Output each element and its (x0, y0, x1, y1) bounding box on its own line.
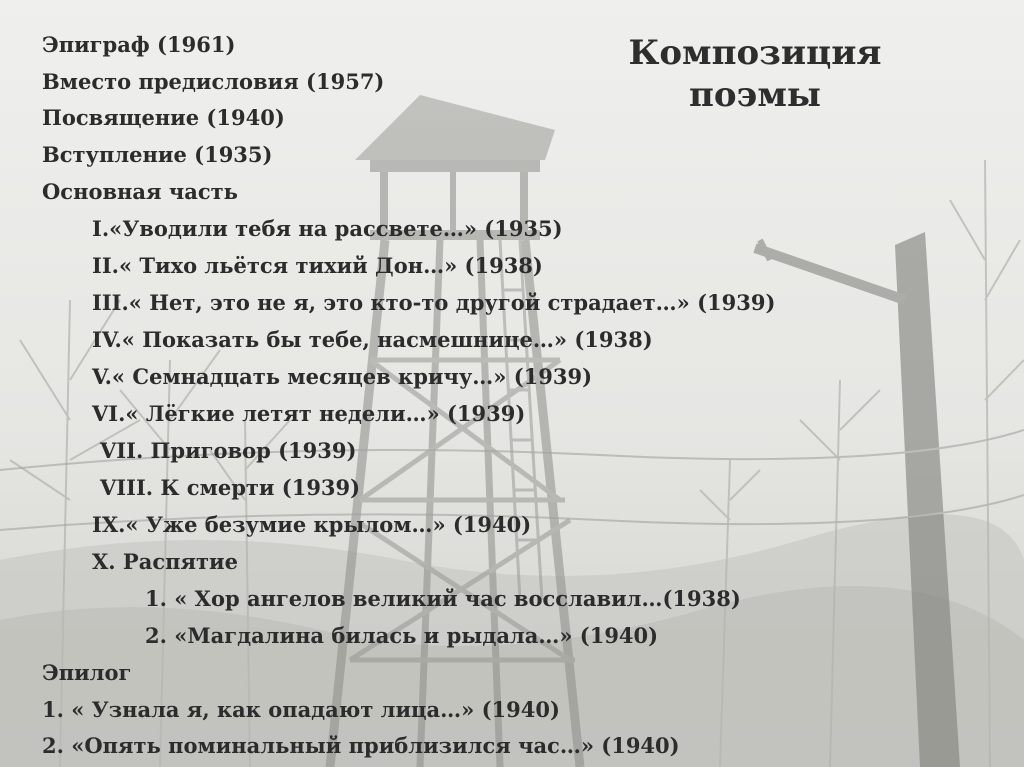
list-item-part-8: VIII. К смерти (1939) (100, 475, 361, 500)
list-item-part-4: IV.« Показать бы тебе, насмешнице…» (1938) (92, 327, 653, 352)
list-item-part-10: X. Распятие (92, 549, 238, 574)
list-item-epilogue: Эпилог (42, 660, 132, 685)
list-item-epilogue-1: 1. « Узнала я, как опадают лица…» (1940) (42, 697, 560, 722)
list-item-crucifixion-1: 1. « Хор ангелов великий час восславил…(1938) (145, 586, 741, 611)
list-item-part-9: IX.« Уже безумие крылом…» (1940) (92, 512, 532, 537)
list-item-part-5: V.« Семнадцать месяцев кричу…» (1939) (92, 364, 593, 389)
list-item-crucifixion-2: 2. «Магдалина билась и рыдала…» (1940) (145, 623, 659, 648)
list-item-introduction: Вступление (1935) (42, 142, 273, 167)
slide-title-line-2: поэмы (689, 75, 821, 115)
list-item-preface: Вместо предисловия (1957) (42, 69, 385, 94)
list-item-part-6: VI.« Лёгкие летят недели…» (1939) (92, 401, 526, 426)
slide-title-line-1: Композиция (628, 33, 882, 73)
list-item-dedication: Посвящение (1940) (42, 105, 285, 130)
list-item-epilogue-2: 2. «Опять поминальный приблизился час…» (1940) (42, 733, 680, 758)
list-item-part-7: VII. Приговор (1939) (100, 438, 357, 463)
list-item-part-1: I.«Уводили тебя на рассвете…» (1935) (92, 216, 563, 241)
list-item-epigraph: Эпиграф (1961) (42, 32, 236, 57)
list-item-main-part: Основная часть (42, 179, 238, 204)
list-item-part-3: III.« Нет, это не я, это кто-то другой страдает…» (1939) (92, 290, 776, 315)
list-item-part-2: II.« Тихо льётся тихий Дон…» (1938) (92, 253, 543, 278)
